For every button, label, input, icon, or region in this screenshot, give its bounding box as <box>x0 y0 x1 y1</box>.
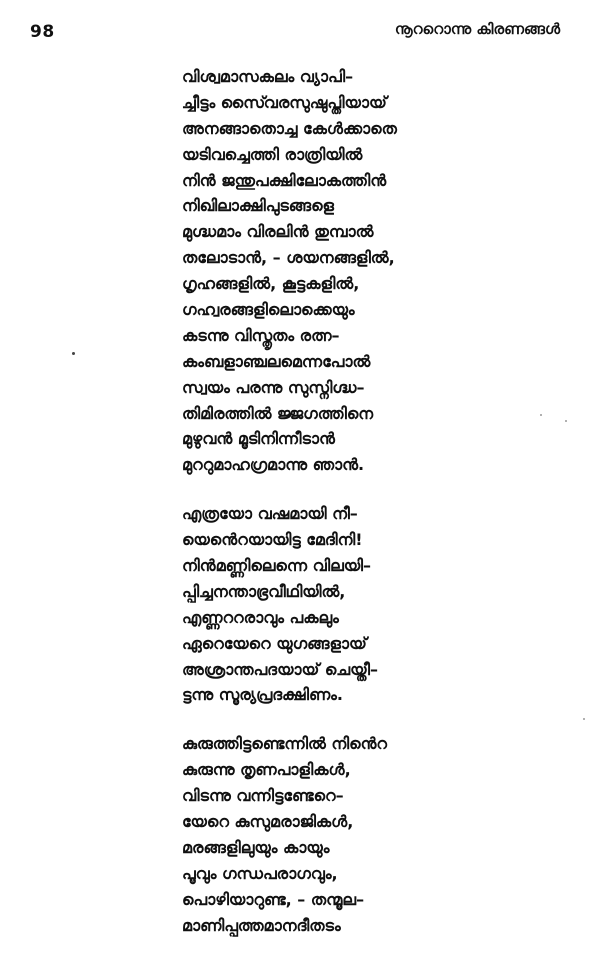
poem-line: ഗഹ്വരങ്ങളിലൊക്കെയും <box>182 300 355 320</box>
poem-line: കുരുത്തിട്ടണ്ടെന്നിൽ നിൻെറ <box>182 734 388 754</box>
poem-body <box>182 64 572 939</box>
stanza-3 <box>182 731 572 938</box>
stanza-1 <box>182 64 572 478</box>
scan-speck <box>565 420 567 422</box>
poem-line: പൊഴിയാറുണ്ട, – തന്മൂല– <box>182 889 365 909</box>
poem-line: നിഖിലാക്ഷിപുടങ്ങളെ <box>182 196 334 216</box>
poem-line: കംബളാഞ്ചലമെന്നപോൽ <box>182 351 371 371</box>
poem-line: സ്വയം പരന്നു സുസ്നിഗ്ദ്ധ– <box>182 377 365 397</box>
poem-line: ട്ടന്നു സൂര്യപ്രദക്ഷിണം. <box>182 685 343 705</box>
poem-line: നിൻ ജന്തുപക്ഷിലോകത്തിൻ <box>182 170 387 190</box>
poem-line: തിമിരത്തിൽ ജ്ജഗത്തിനെ <box>182 403 374 423</box>
poem-line: കുരുന്നു തൃണപാളികൾ, <box>182 760 351 780</box>
poem-line: മുഴുവൻ മൂടിനിന്നീടാൻ <box>182 429 335 449</box>
poem-line: മുററുമാഹഗ്രമാന്നു ഞാൻ. <box>182 455 365 475</box>
poem-line: നിൻമണ്ണിലെന്നെ വിലയി– <box>182 556 371 576</box>
poem-line: പൂവും ഗന്ധപരാഗവും, <box>182 863 338 883</box>
poem-line: മാണിപ്പത്തമാനദീതടം <box>182 915 341 935</box>
poem-line: മരങ്ങളിലുയും കായും <box>182 837 330 857</box>
poem-line: പ്പിച്ചനന്താഭ്രവീഥിയിൽ, <box>182 581 346 601</box>
poem-line: വിടന്നു വന്നിട്ടണ്ടേറെ– <box>182 786 344 806</box>
scan-speck <box>540 414 542 416</box>
running-head: നൂററൊന്നു കിരണങ്ങൾ <box>394 20 560 38</box>
page-number: 98 <box>30 22 55 42</box>
poem-line: കടന്നു വിസ്തൃതം രത്ന– <box>182 325 340 345</box>
poem-line: ഗൃഹങ്ങളിൽ, കൂട്ടകളിൽ, <box>182 274 360 294</box>
poem-line: എണ്ണററരാവും പകലും <box>182 607 339 627</box>
scan-speck <box>72 352 75 355</box>
scan-speck <box>583 718 585 720</box>
poem-line: യടിവച്ചെത്തി രാത്രിയിൽ <box>182 144 363 164</box>
poem-line: ച്ചീട്ടം സൈ്വരസുഷുപ്തിയായ് <box>182 92 387 112</box>
poem-line: മുഗ്ദ്ധമാം വിരലിൻ തുമ്പാൽ <box>182 222 374 242</box>
poem-line: വിശ്വമാസകലം വ്യാപി– <box>182 67 354 86</box>
poem-line: ഏറെയേറെ യുഗങ്ങളായ് <box>182 633 367 653</box>
poem-line: എത്രയോ വഷമായി നീ– <box>182 504 358 524</box>
poem-line: അശ്രാന്തപദയായ് ചെയ്തീ– <box>182 659 378 679</box>
poem-line: തലോടാൻ, – ശയനങ്ങളിൽ, <box>182 248 395 268</box>
poem-line: യെൻെറയായിട്ട മേദിനി! <box>182 530 363 550</box>
poem-line: യേറെ കുസുമരാജികൾ, <box>182 812 354 832</box>
poem-line: അനങ്ങാതൊച്ച കേൾക്കാതെ <box>182 118 397 138</box>
stanza-2 <box>182 501 572 708</box>
